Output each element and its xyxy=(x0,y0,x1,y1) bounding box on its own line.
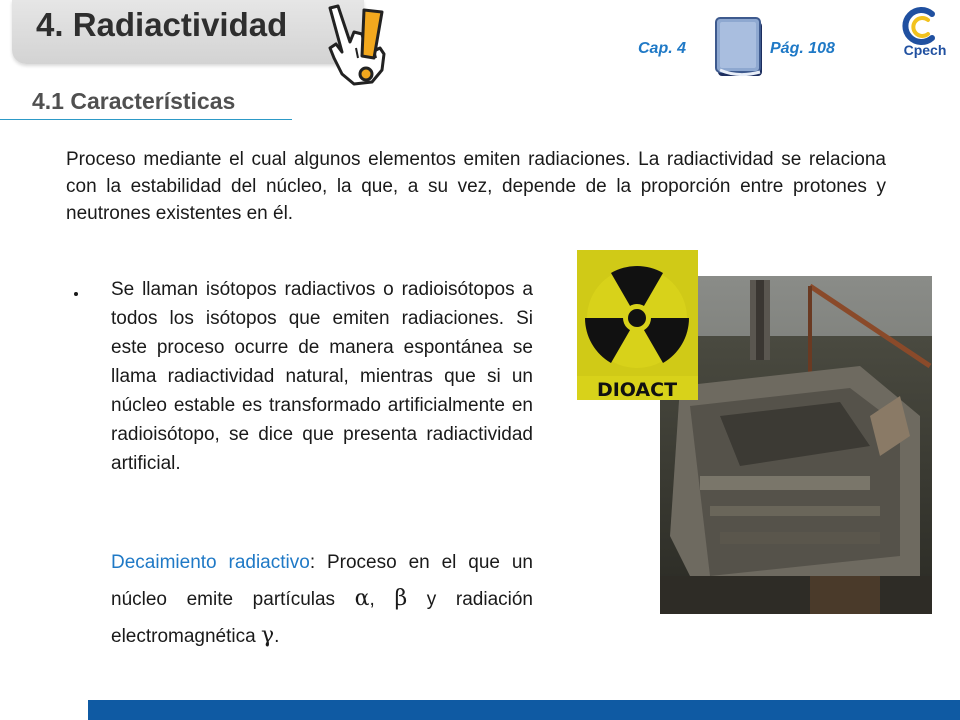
section-subtitle: 4.1 Características xyxy=(32,88,236,114)
decay-term: Decaimiento radiactivo xyxy=(111,552,310,573)
comma: , xyxy=(369,589,395,610)
chapter-reference: Cap. 4 xyxy=(638,40,687,57)
radiation-warning-sign xyxy=(577,250,698,400)
page-reference: Pág. 108 xyxy=(770,40,835,57)
period: . xyxy=(274,626,280,647)
logo-text: Cpech xyxy=(903,42,947,58)
decay-text-2: y radiación electromagnética xyxy=(111,589,533,647)
decay-paragraph xyxy=(111,545,533,655)
intro-paragraph: Proceso mediante el cual algunos elementos emiten radiaciones. La radiactividad se relaciona con la estabilidad del núcleo, la que, a su vez, depende de la proporción entre protones y neutrones existentes en él. xyxy=(66,149,886,224)
gamma-symbol: γ xyxy=(260,623,275,648)
alpha-symbol: α xyxy=(354,586,370,611)
beta-symbol: β xyxy=(394,586,408,611)
page-title: 4. Radiactividad xyxy=(36,6,288,43)
sign-text: DIOACT xyxy=(596,379,678,400)
reactor-ruins-photo xyxy=(660,276,932,614)
book-icon[interactable] xyxy=(712,16,770,80)
decay-text-1: : Proceso en el que un núcleo emite partículas xyxy=(111,552,533,610)
cpech-logo xyxy=(888,4,954,70)
subtitle-underline xyxy=(0,119,292,120)
bullet-paragraph: Se llaman isótopos radiactivos o radioisótopos a todos los isótopos que emiten radiaciones. Si este proceso ocurre de manera espontánea se llama radiactividad natural, mientras que si un núcleo estable es transformado artificialmente en radioisótopo, se dice que presenta radiactividad artificial. xyxy=(111,279,533,474)
pointing-hand-exclamation-icon xyxy=(316,2,392,86)
footer-bar xyxy=(88,700,960,720)
bullet-marker xyxy=(74,292,78,296)
